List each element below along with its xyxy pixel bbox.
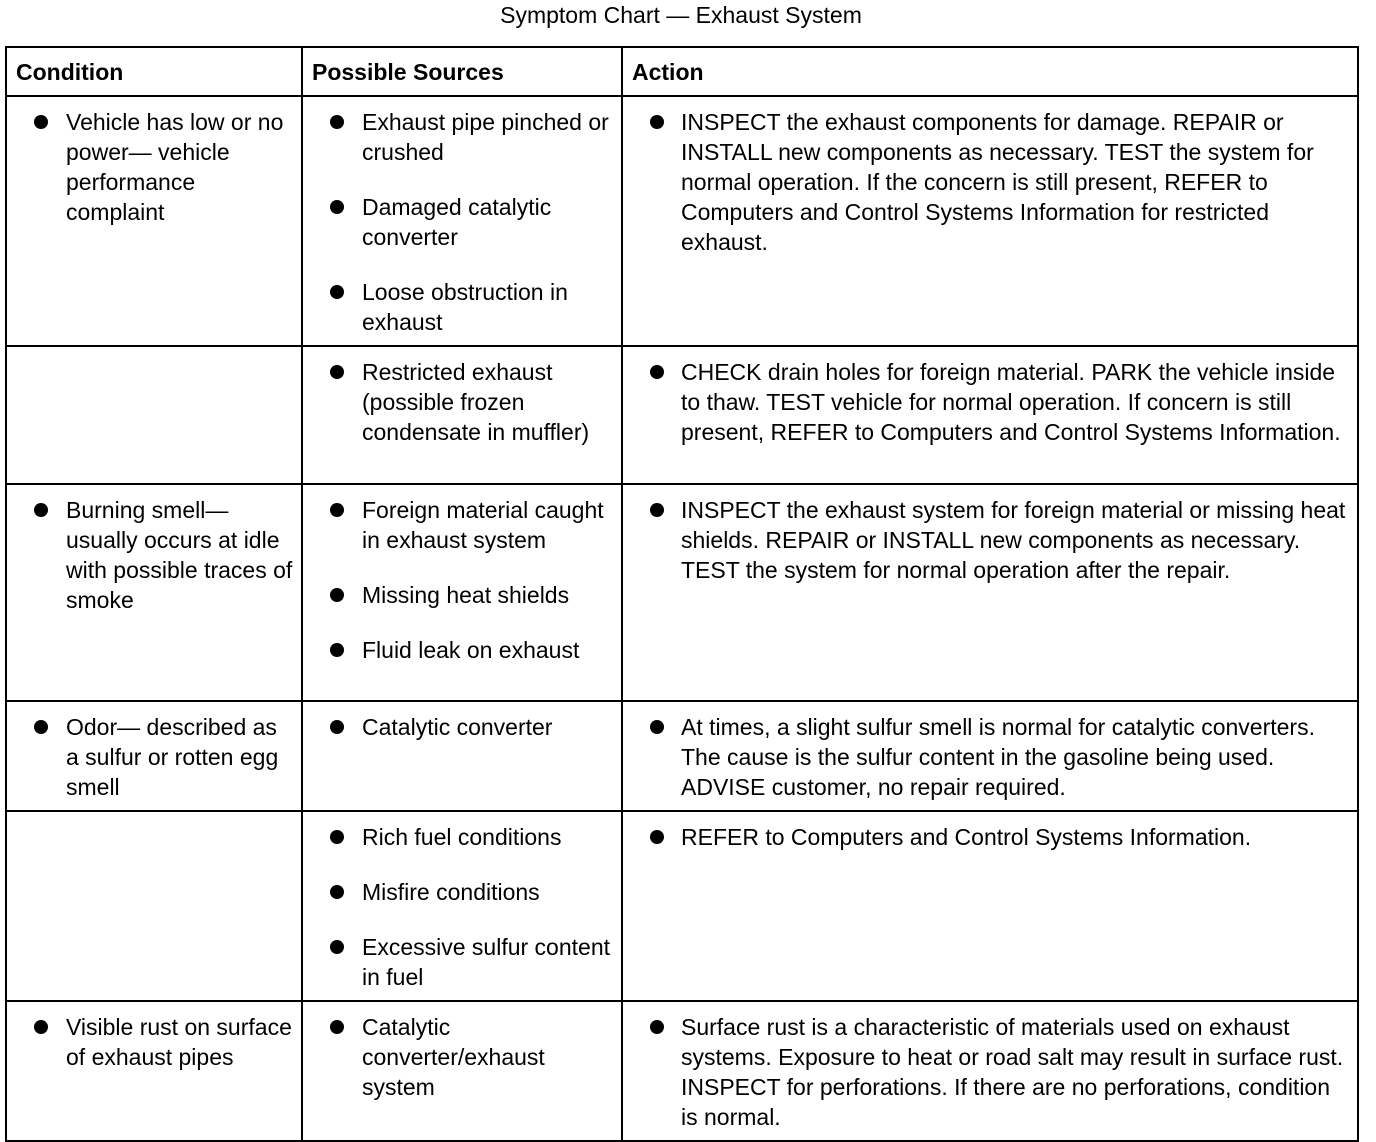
header-condition: Condition bbox=[6, 47, 302, 96]
table-row bbox=[6, 1001, 1358, 1141]
bullet-item: Surface rust is a characteristic of materials used on exhaust systems. Exposure to heat or road salt may result in surface rust. INSPECT for perforations. If there are no perforations, condition is normal. bbox=[623, 1012, 1351, 1132]
bullet-item: Rich fuel conditions bbox=[303, 822, 615, 852]
bullet-item: Burning smell— usually occurs at idle with possible traces of smoke bbox=[7, 495, 295, 615]
condition-cell bbox=[6, 701, 302, 811]
action-cell bbox=[622, 346, 1358, 484]
bullet-list bbox=[623, 495, 1351, 585]
bullet-list bbox=[623, 1012, 1351, 1132]
bullet-item: Catalytic converter bbox=[303, 712, 615, 742]
bullet-item: Restricted exhaust (possible frozen condensate in muffler) bbox=[303, 357, 615, 447]
condition-cell bbox=[6, 484, 302, 701]
bullet-item: INSPECT the exhaust components for damage. REPAIR or INSTALL new components as necessary. TEST the system for normal operation. If the concern is still present, REFER to Computers and Control Systems Information for restricted exhaust. bbox=[623, 107, 1351, 257]
sources-cell bbox=[302, 811, 622, 1001]
bullet-item: At times, a slight sulfur smell is normal for catalytic converters. The cause is the sulfur content in the gasoline being used. ADVISE customer, no repair required. bbox=[623, 712, 1351, 802]
table-row bbox=[6, 484, 1358, 701]
bullet-list bbox=[303, 107, 615, 337]
table-row bbox=[6, 811, 1358, 1001]
action-cell bbox=[622, 811, 1358, 1001]
bullet-list bbox=[303, 357, 615, 447]
table-header-row bbox=[6, 47, 1358, 96]
condition-cell bbox=[6, 811, 302, 1001]
table-body bbox=[6, 96, 1358, 1141]
sources-cell bbox=[302, 484, 622, 701]
bullet-list bbox=[7, 495, 295, 615]
bullet-list bbox=[303, 712, 615, 742]
bullet-item: INSPECT the exhaust system for foreign material or missing heat shields. REPAIR or INSTALL new components as necessary. TEST the system for normal operation after the repair. bbox=[623, 495, 1351, 585]
header-action: Action bbox=[622, 47, 1358, 96]
symptom-chart-table bbox=[5, 46, 1359, 1142]
bullet-list bbox=[7, 1012, 295, 1072]
bullet-item: Fluid leak on exhaust bbox=[303, 635, 615, 665]
bullet-item: Visible rust on surface of exhaust pipes bbox=[7, 1012, 295, 1072]
bullet-list bbox=[7, 712, 295, 802]
bullet-list bbox=[623, 357, 1351, 447]
sources-cell bbox=[302, 96, 622, 346]
bullet-list bbox=[623, 712, 1351, 802]
sources-cell bbox=[302, 346, 622, 484]
bullet-list bbox=[623, 822, 1351, 852]
bullet-item: Loose obstruction in exhaust bbox=[303, 277, 615, 337]
bullet-item: Exhaust pipe pinched or crushed bbox=[303, 107, 615, 167]
bullet-item: Misfire conditions bbox=[303, 877, 615, 907]
action-cell bbox=[622, 701, 1358, 811]
sources-cell bbox=[302, 701, 622, 811]
bullet-item: Odor— described as a sulfur or rotten egg smell bbox=[7, 712, 295, 802]
table-row bbox=[6, 701, 1358, 811]
bullet-list bbox=[7, 107, 295, 227]
condition-cell bbox=[6, 1001, 302, 1141]
page-title: Symptom Chart — Exhaust System bbox=[500, 2, 862, 28]
bullet-item: Missing heat shields bbox=[303, 580, 615, 610]
table-row bbox=[6, 346, 1358, 484]
bullet-list bbox=[623, 107, 1351, 257]
condition-cell bbox=[6, 346, 302, 484]
condition-cell bbox=[6, 96, 302, 346]
action-cell bbox=[622, 484, 1358, 701]
action-cell bbox=[622, 96, 1358, 346]
bullet-item: Vehicle has low or no power— vehicle performance complaint bbox=[7, 107, 295, 227]
bullet-item: Catalytic converter/exhaust system bbox=[303, 1012, 615, 1102]
table-row bbox=[6, 96, 1358, 346]
bullet-item: REFER to Computers and Control Systems Information. bbox=[623, 822, 1351, 852]
sources-cell bbox=[302, 1001, 622, 1141]
header-possible-sources: Possible Sources bbox=[302, 47, 622, 96]
bullet-item: CHECK drain holes for foreign material. PARK the vehicle inside to thaw. TEST vehicle for normal operation. If concern is still present, REFER to Computers and Control Systems Information. bbox=[623, 357, 1351, 447]
bullet-list bbox=[303, 1012, 615, 1102]
bullet-item: Foreign material caught in exhaust system bbox=[303, 495, 615, 555]
action-cell bbox=[622, 1001, 1358, 1141]
bullet-item: Damaged catalytic converter bbox=[303, 192, 615, 252]
bullet-item: Excessive sulfur content in fuel bbox=[303, 932, 615, 992]
bullet-list bbox=[303, 822, 615, 992]
bullet-list bbox=[303, 495, 615, 665]
